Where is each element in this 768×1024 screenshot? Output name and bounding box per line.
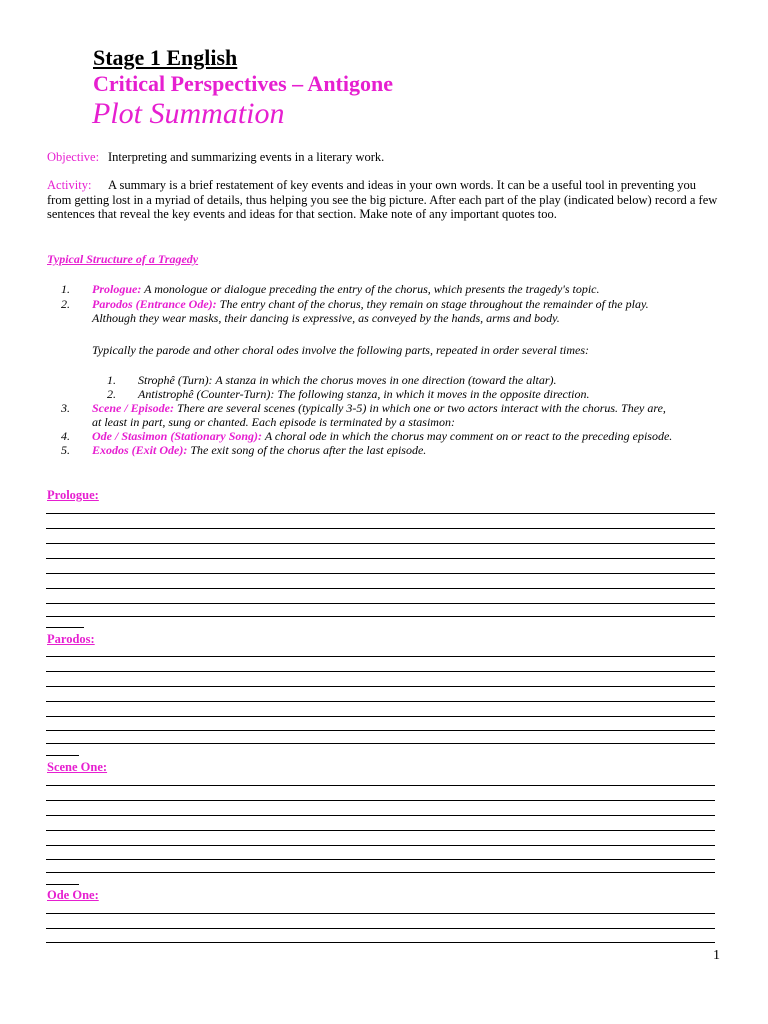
writing-line-stub[interactable] <box>46 627 84 628</box>
section-label-ode-one: Ode One: <box>47 888 99 902</box>
writing-line[interactable] <box>46 573 715 574</box>
writing-line[interactable] <box>46 603 715 604</box>
section-label-prologue: Prologue: <box>47 488 99 502</box>
section-label-parodos: Parodos: <box>47 632 95 646</box>
list-continuation: at least in part, sung or chanted. Each episode is terminated by a stasimon: <box>92 415 455 429</box>
writing-line-stub[interactable] <box>46 755 79 756</box>
writing-line[interactable] <box>46 558 715 559</box>
page-number: 1 <box>713 948 720 963</box>
writing-line[interactable] <box>46 701 715 702</box>
sub-list-number: 2. <box>107 387 116 401</box>
course-title: Stage 1 English <box>93 45 238 70</box>
list-number: 5. <box>61 443 70 457</box>
writing-line[interactable] <box>46 616 715 617</box>
sub-list-number: 1. <box>107 373 116 387</box>
writing-line[interactable] <box>46 785 715 786</box>
writing-line[interactable] <box>46 872 715 873</box>
list-number: 1. <box>61 282 70 296</box>
section-label-scene-one: Scene One: <box>47 760 108 774</box>
writing-line[interactable] <box>46 815 715 816</box>
list-term: Scene / Episode: <box>92 401 174 415</box>
writing-line[interactable] <box>46 543 715 544</box>
writing-line[interactable] <box>46 743 715 744</box>
writing-line[interactable] <box>46 928 715 929</box>
parode-note: Typically the parode and other choral odes involve the following parts, repeated in order several times: <box>92 343 590 357</box>
list-term: Parodos (Entrance Ode): <box>92 297 217 311</box>
objective-label: Objective: <box>47 150 100 164</box>
writing-line[interactable] <box>46 716 715 717</box>
unit-title: Critical Perspectives – Antigone <box>93 71 393 96</box>
writing-line[interactable] <box>46 513 715 514</box>
list-number: 3. <box>61 401 70 415</box>
objective-text: Interpreting and summarizing events in a literary work. <box>108 150 385 164</box>
list-term: Exodos (Exit Ode): <box>92 443 188 457</box>
activity-label: Activity: <box>47 178 92 192</box>
list-text: A choral ode in which the chorus may comment on or react to the preceding episode. <box>262 429 673 443</box>
writing-line[interactable] <box>46 830 715 831</box>
writing-line[interactable] <box>46 859 715 860</box>
list-text: There are several scenes (typically 3-5) in which one or two actors interact with the chorus. They are, <box>174 401 666 415</box>
list-text: The exit song of the chorus after the last episode. <box>187 443 427 457</box>
sub-list-text: Antistrophê (Counter-Turn): The following stanza, in which it moves in the opposite direction. <box>138 387 590 401</box>
list-text: A monologue or dialogue preceding the entry of the chorus, which presents the tragedy's topic. <box>141 282 600 296</box>
writing-line[interactable] <box>46 730 715 731</box>
writing-line[interactable] <box>46 671 715 672</box>
list-term: Ode / Stasimon (Stationary Song): <box>92 429 263 443</box>
writing-line[interactable] <box>46 686 715 687</box>
objective <box>47 150 384 165</box>
writing-line-stub[interactable] <box>46 884 79 885</box>
sub-list-text: Strophê (Turn): A stanza in which the chorus moves in one direction (toward the altar). <box>138 373 557 387</box>
list-text: The entry chant of the chorus, they remain on stage throughout the remainder of the play. <box>216 297 649 311</box>
structure-heading: Typical Structure of a Tragedy <box>47 252 199 266</box>
list-term: Prologue: <box>92 282 142 296</box>
worksheet-title: Plot Summation <box>92 97 285 130</box>
list-continuation: Although they wear masks, their dancing is expressive, as conveyed by the hands, arms and body. <box>92 311 560 325</box>
list-number: 2. <box>61 297 70 311</box>
writing-line[interactable] <box>46 942 715 943</box>
writing-line[interactable] <box>46 656 715 657</box>
writing-line[interactable] <box>46 528 715 529</box>
writing-line[interactable] <box>46 913 715 914</box>
list-number: 4. <box>61 429 70 443</box>
writing-line[interactable] <box>46 845 715 846</box>
activity-text: A summary is a brief restatement of key events and ideas in your own words. It can be a useful tool in preventing you from getting lost in a myriad of details, thus helping you see the big picture. After each part of the play (indicated below) record a few sentences that reveal the key events and ideas for that section. Make note of any important quotes too. <box>47 178 718 221</box>
activity <box>47 178 719 222</box>
writing-line[interactable] <box>46 588 715 589</box>
writing-line[interactable] <box>46 800 715 801</box>
